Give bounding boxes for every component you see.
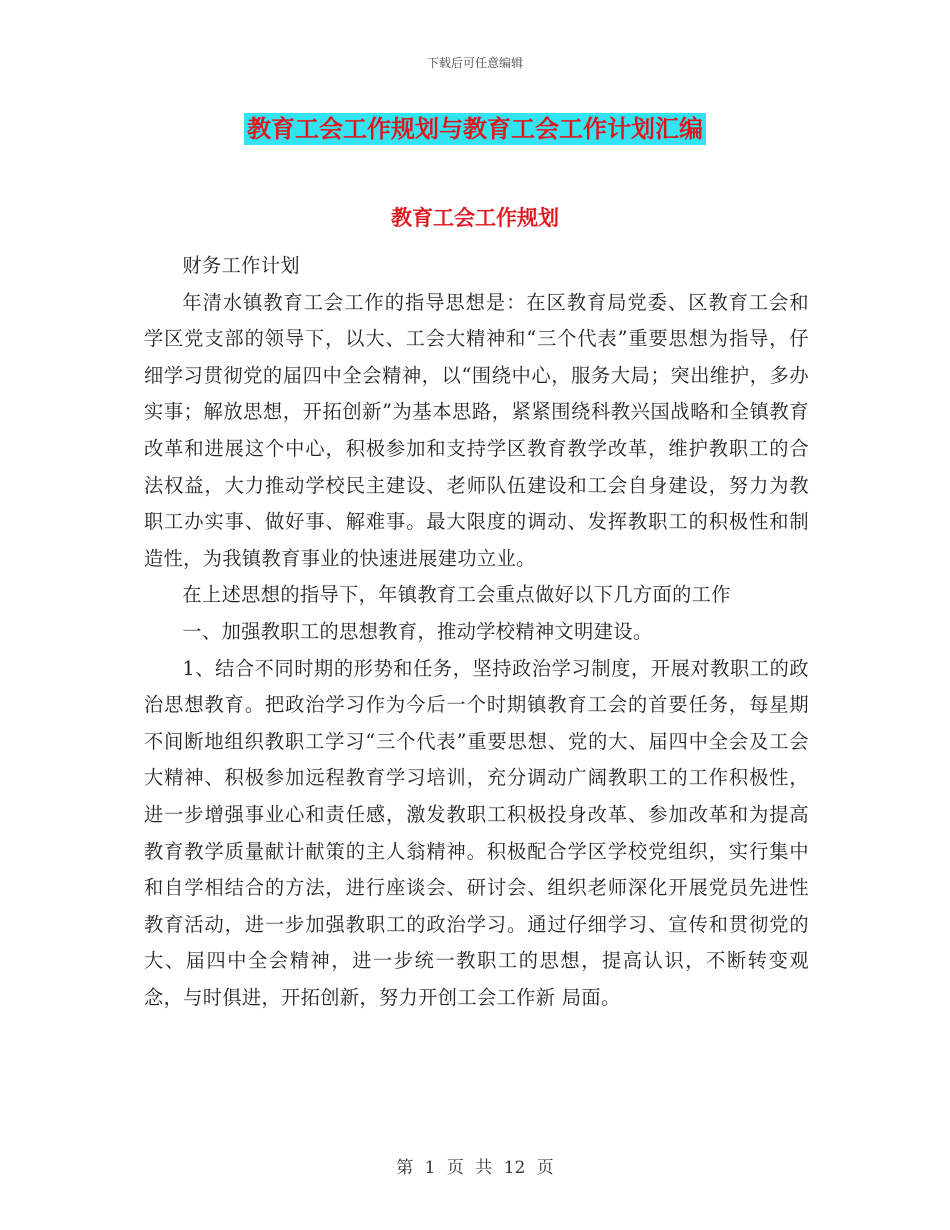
paragraph: 1、结合不同时期的形势和任务，坚持政治学习制度，开展对教职工的政治思想教育。把政治学习作为今后一个时期镇教育工会的首要任务，每星期不间断地组织教职工学习“三个代表”重要思想、党的大、届四中全会及工会大精神、积极参加远程教育学习培训，充分调动广阔教职工的工作积极性，进一步增强事业心和责任感，激发教职工积极投身改革、参加改革和为提高教育教学质量献计献策的主人翁精神。积极配合学区学校党组织，实行集中和自学相结合的方法，进行座谈会、研讨会、组织老师深化开展党员先进性教育活动，进一步加强教职工的政治学习。通过仔细学习、宣传和贯彻党的大、届四中全会精神，进一步统一教职工的思想，提高认识，不断转变观念，与时俱进，开拓创新，努力开创工会工作新 局面。 [144,656,809,1009]
header-note: 下载后可任意编辑 [426,56,523,70]
paragraph-heading: 一、加强教职工的思想教育，推动学校精神文明建设。 [182,619,653,643]
main-title: 教育工会工作规划与教育工会工作计划汇编 [244,113,706,145]
page-footer: 第 1 页 共 12 页 [396,1158,554,1178]
document-body [144,248,809,1016]
paragraph: 年清水镇教育工会工作的指导思想是：在区教育局党委、区教育工会和学区党支部的领导下，以大、工会大精神和“三个代表”重要思想为指导，仔细学习贯彻党的届四中全会精神，以“围绕中心，服务大局；突出维护，多办实事；解放思想，开拓创新”为基本思路，紧紧围绕科教兴国战略和全镇教育改革和进展这个中心，积极参加和支持学区教育教学改革，维护教职工的合法权益，大力推动学校民主建设、老师队伍建设和工会自身建设，努力为教职工办实事、做好事、解难事。最大限度的调动、发挥教职工的积极性和制造性，为我镇教育事业的快速进展建功立业。 [144,290,809,570]
paragraph: 在上述思想的指导下，年镇教育工会重点做好以下几方面的工作 [182,583,731,607]
main-title-container [0,113,950,145]
paragraph-subheading: 财务工作计划 [182,254,300,277]
section-title: 教育工会工作规划 [391,206,559,230]
